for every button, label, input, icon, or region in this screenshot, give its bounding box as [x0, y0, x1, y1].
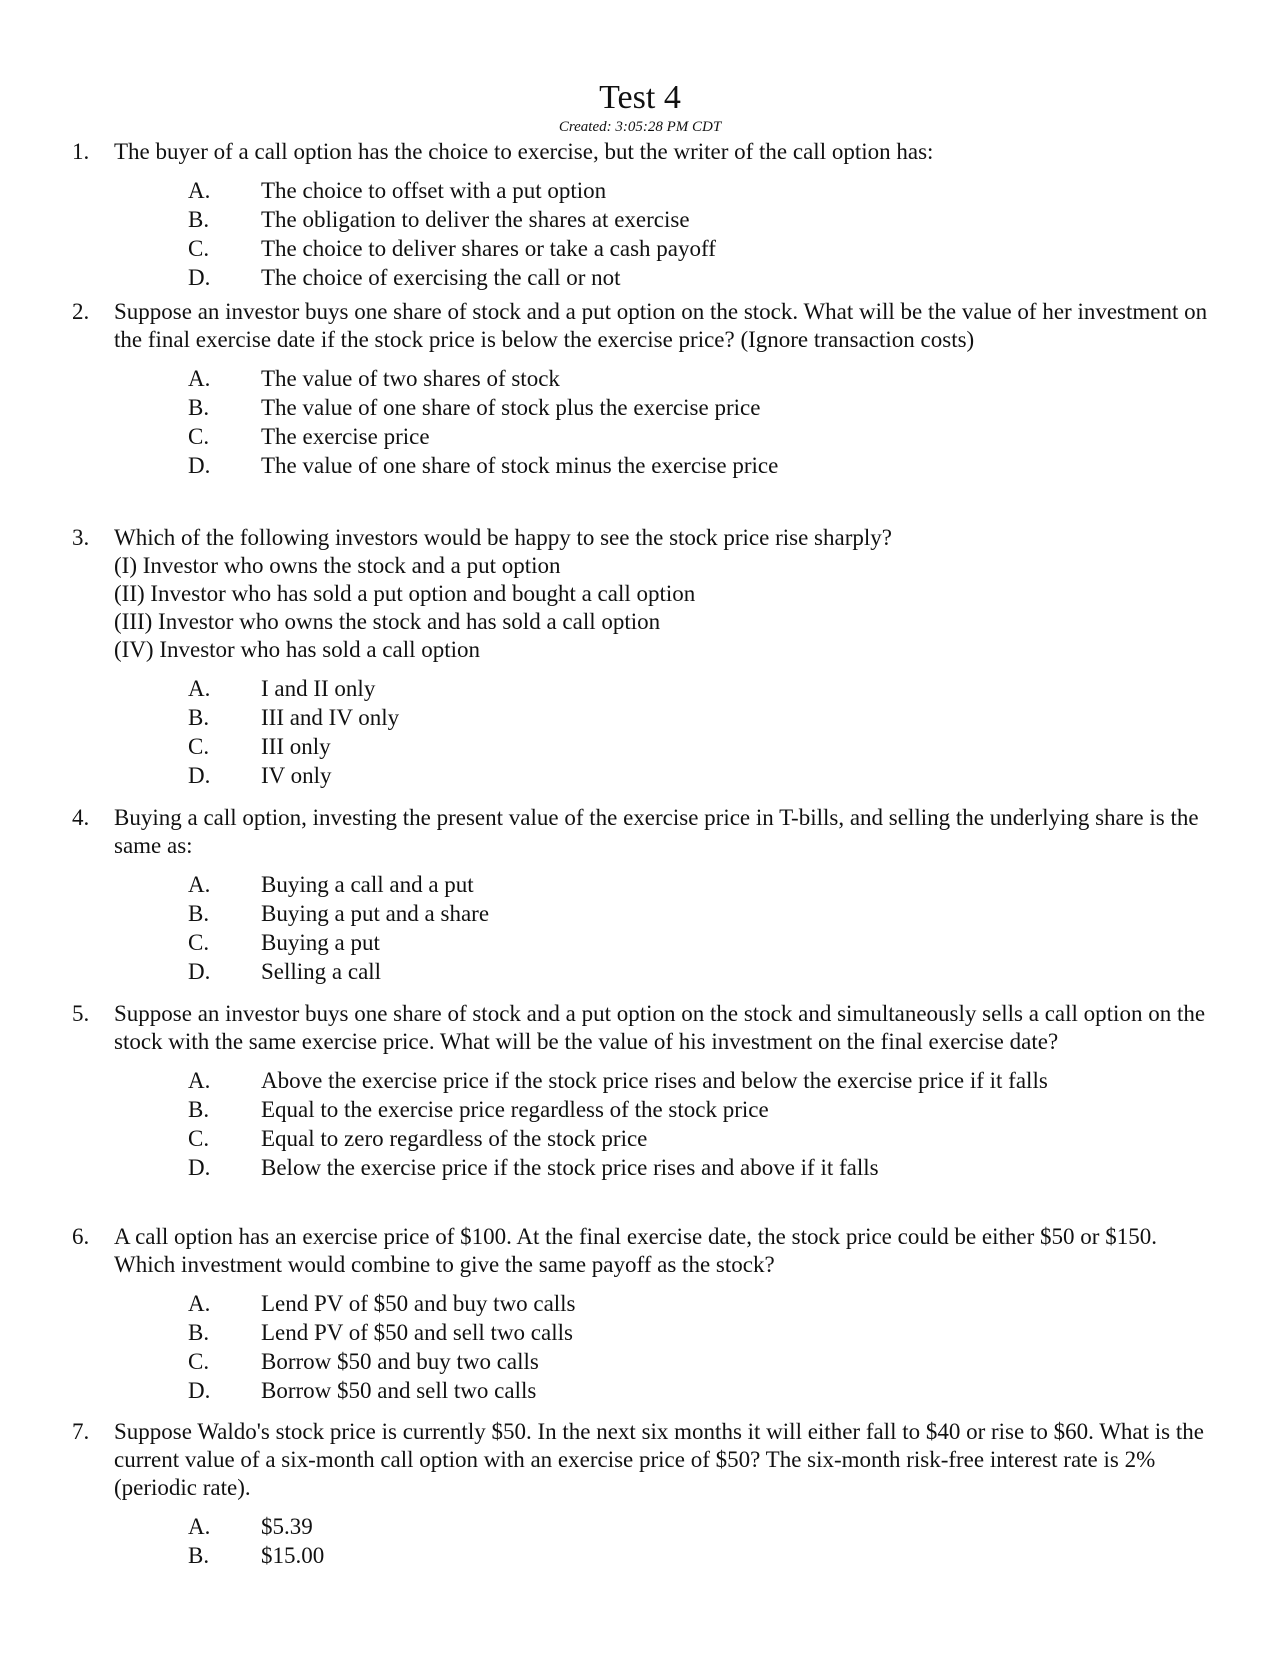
option-text: III and IV only [261, 705, 400, 730]
option-b [188, 393, 1212, 422]
question-5 [72, 1000, 1212, 1182]
option-d [188, 957, 1212, 986]
option-c [188, 1347, 1212, 1376]
option-text: Lend PV of $50 and buy two calls [261, 1291, 576, 1316]
answer-options [188, 674, 1212, 790]
option-text: IV only [261, 763, 332, 788]
question-text: Which of the following investors would be happy to see the stock price rise sharply? (I) Investor who owns the stock and a put option (II) Investor who has sold a put option and bought a call option (III) Investor who owns the stock and has sold a call option (IV) Investor who has sold a call option [114, 525, 892, 662]
option-letter: C. [188, 930, 210, 955]
option-letter: A. [188, 178, 211, 203]
option-text: The value of one share of stock minus the exercise price [261, 453, 779, 478]
option-letter: B. [188, 1320, 210, 1345]
option-letter: A. [188, 676, 211, 701]
question-number: 5. [72, 1001, 90, 1026]
option-letter: B. [188, 1543, 210, 1568]
question-text: Suppose an investor buys one share of stock and a put option on the stock. What will be the value of her investment on the final exercise date if the stock price is below the exercise price? (Ignore transaction costs) [114, 299, 1208, 352]
option-text: Buying a put and a share [261, 901, 490, 926]
answer-options [188, 870, 1212, 986]
option-c [188, 1124, 1212, 1153]
question-number: 7. [72, 1419, 90, 1444]
question-3 [72, 524, 1212, 790]
question-4 [72, 804, 1212, 986]
created-timestamp: Created: 3:05:28 PM CDT [558, 119, 722, 135]
answer-options [188, 176, 1212, 292]
question-text: Buying a call option, investing the present value of the exercise price in T-bills, and selling the underlying share is the same as: [114, 805, 1199, 858]
option-b [188, 703, 1212, 732]
option-text: $5.39 [261, 1514, 313, 1539]
option-letter: D. [188, 265, 211, 290]
option-letter: B. [188, 395, 210, 420]
option-b [188, 1318, 1212, 1347]
option-letter: D. [188, 1378, 211, 1403]
option-letter: B. [188, 901, 210, 926]
option-c [188, 234, 1212, 263]
option-a [188, 364, 1212, 393]
option-text: The choice to offset with a put option [261, 178, 607, 203]
question-number: 4. [72, 805, 90, 830]
option-text: The choice of exercising the call or not [261, 265, 621, 290]
question-6 [72, 1223, 1212, 1405]
option-c [188, 422, 1212, 451]
option-letter: A. [188, 1068, 211, 1093]
option-text: Lend PV of $50 and sell two calls [261, 1320, 573, 1345]
question-text: A call option has an exercise price of $100. At the final exercise date, the stock price could be either $50 or $150. Which investment would combine to give the same payoff as the stock? [114, 1224, 1157, 1277]
option-text: The value of one share of stock plus the exercise price [261, 395, 761, 420]
option-letter: B. [188, 1097, 210, 1122]
option-letter: A. [188, 1291, 211, 1316]
option-b [188, 1541, 1212, 1570]
option-d [188, 263, 1212, 292]
option-text: The obligation to deliver the shares at exercise [261, 207, 690, 232]
option-a [188, 176, 1212, 205]
option-text: Borrow $50 and sell two calls [261, 1378, 537, 1403]
option-letter: C. [188, 236, 210, 261]
option-text: III only [261, 734, 331, 759]
option-letter: A. [188, 1514, 211, 1539]
option-c [188, 928, 1212, 957]
option-text: Selling a call [261, 959, 382, 984]
option-a [188, 1066, 1212, 1095]
option-d [188, 1376, 1212, 1405]
option-text: The value of two shares of stock [261, 366, 560, 391]
option-text: Buying a call and a put [261, 872, 474, 897]
option-text: Borrow $50 and buy two calls [261, 1349, 539, 1374]
page-title: Test 4 [599, 79, 681, 116]
option-letter: C. [188, 734, 210, 759]
option-letter: A. [188, 872, 211, 897]
option-letter: D. [188, 453, 211, 478]
option-b [188, 1095, 1212, 1124]
option-letter: D. [188, 959, 211, 984]
option-d [188, 1153, 1212, 1182]
option-letter: B. [188, 705, 210, 730]
question-number: 3. [72, 525, 90, 550]
option-text: The choice to deliver shares or take a cash payoff [261, 236, 716, 261]
option-text: Below the exercise price if the stock price rises and above if it falls [261, 1155, 879, 1180]
option-text: Equal to the exercise price regardless of the stock price [261, 1097, 769, 1122]
option-letter: B. [188, 207, 210, 232]
answer-options [188, 1289, 1212, 1405]
question-7 [72, 1418, 1212, 1570]
option-text: I and II only [261, 676, 376, 701]
question-2 [72, 298, 1212, 480]
answer-options [188, 1512, 1212, 1570]
option-letter: C. [188, 424, 210, 449]
question-text: Suppose Waldo's stock price is currently $50. In the next six months it will either fall to $40 or rise to $60. What is the current value of a six-month call option with an exercise price of $50? The six-month risk-free interest rate is 2% (periodic rate). [114, 1419, 1204, 1500]
option-a [188, 1289, 1212, 1318]
option-letter: D. [188, 763, 211, 788]
question-number: 1. [72, 139, 90, 164]
option-a [188, 1512, 1212, 1541]
question-number: 2. [72, 299, 90, 324]
option-text: The exercise price [261, 424, 430, 449]
option-letter: C. [188, 1349, 210, 1374]
option-text: Buying a put [261, 930, 380, 955]
option-a [188, 674, 1212, 703]
option-text: Above the exercise price if the stock price rises and below the exercise price if it falls [261, 1068, 1048, 1093]
option-text: $15.00 [261, 1543, 325, 1568]
question-number: 6. [72, 1224, 90, 1249]
option-b [188, 899, 1212, 928]
question-text: The buyer of a call option has the choice to exercise, but the writer of the call option has: [114, 139, 934, 164]
option-letter: C. [188, 1126, 210, 1151]
answer-options [188, 1066, 1212, 1182]
option-letter: D. [188, 1155, 211, 1180]
question-text: Suppose an investor buys one share of stock and a put option on the stock and simultaneously sells a call option on the stock with the same exercise price. What will be the value of his investment on the final exercise date? [114, 1001, 1206, 1054]
option-d [188, 761, 1212, 790]
option-text: Equal to zero regardless of the stock price [261, 1126, 648, 1151]
option-letter: A. [188, 366, 211, 391]
option-a [188, 870, 1212, 899]
option-b [188, 205, 1212, 234]
answer-options [188, 364, 1212, 480]
question-1 [72, 138, 1212, 292]
option-c [188, 732, 1212, 761]
option-d [188, 451, 1212, 480]
